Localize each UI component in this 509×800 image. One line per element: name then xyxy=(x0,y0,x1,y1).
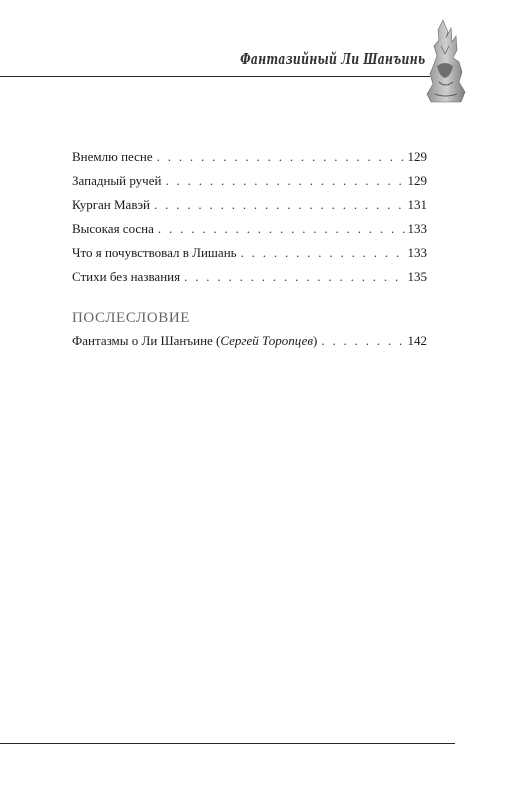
header-rule xyxy=(0,76,430,77)
dragon-statue-icon xyxy=(421,16,469,106)
toc-entry-title: Высокая сосна xyxy=(72,221,154,236)
running-head: Фантазийный Ли Шанъинь xyxy=(239,50,425,68)
toc-entry-page: 135 xyxy=(407,269,427,284)
toc-entry-page: 133 xyxy=(407,245,427,260)
toc-entry-page: 142 xyxy=(407,333,427,348)
toc-entry xyxy=(72,173,427,197)
toc-entry xyxy=(72,149,427,173)
toc-entry-page: 133 xyxy=(407,221,427,236)
toc-entry xyxy=(72,333,427,357)
toc-entry-page: 129 xyxy=(407,149,427,164)
footer-rule xyxy=(0,743,455,744)
leader-dots xyxy=(321,333,405,349)
leader-dots xyxy=(184,269,405,285)
table-of-contents xyxy=(72,149,427,357)
toc-entry-title: Курган Мавэй xyxy=(72,197,151,212)
leader-dots xyxy=(165,173,405,189)
leader-dots xyxy=(157,149,406,165)
toc-entry-title: Что я почувствовал в Лишань xyxy=(72,245,237,260)
toc-entry-title xyxy=(72,333,317,349)
toc-entry xyxy=(72,221,427,245)
toc-entry-title: Западный ручей xyxy=(72,173,162,188)
toc-entry-page: 131 xyxy=(407,197,427,212)
toc-entry xyxy=(72,245,427,269)
leader-dots xyxy=(158,221,406,237)
afterword-title-end: ) xyxy=(313,333,318,348)
toc-entry-title: Стихи без названия xyxy=(72,269,181,284)
toc-entry xyxy=(72,197,427,221)
leader-dots xyxy=(154,197,405,213)
toc-entry-page: 129 xyxy=(407,173,427,188)
leader-dots xyxy=(241,245,406,261)
toc-entry-title: Внемлю песне xyxy=(72,149,153,164)
afterword-title: Фантазмы о Ли Шанъине ( xyxy=(72,333,221,348)
toc-entry xyxy=(72,269,427,293)
afterword-author: Сергей Торопцев xyxy=(220,333,313,348)
section-heading-afterword: ПОСЛЕСЛОВИЕ xyxy=(72,310,191,326)
